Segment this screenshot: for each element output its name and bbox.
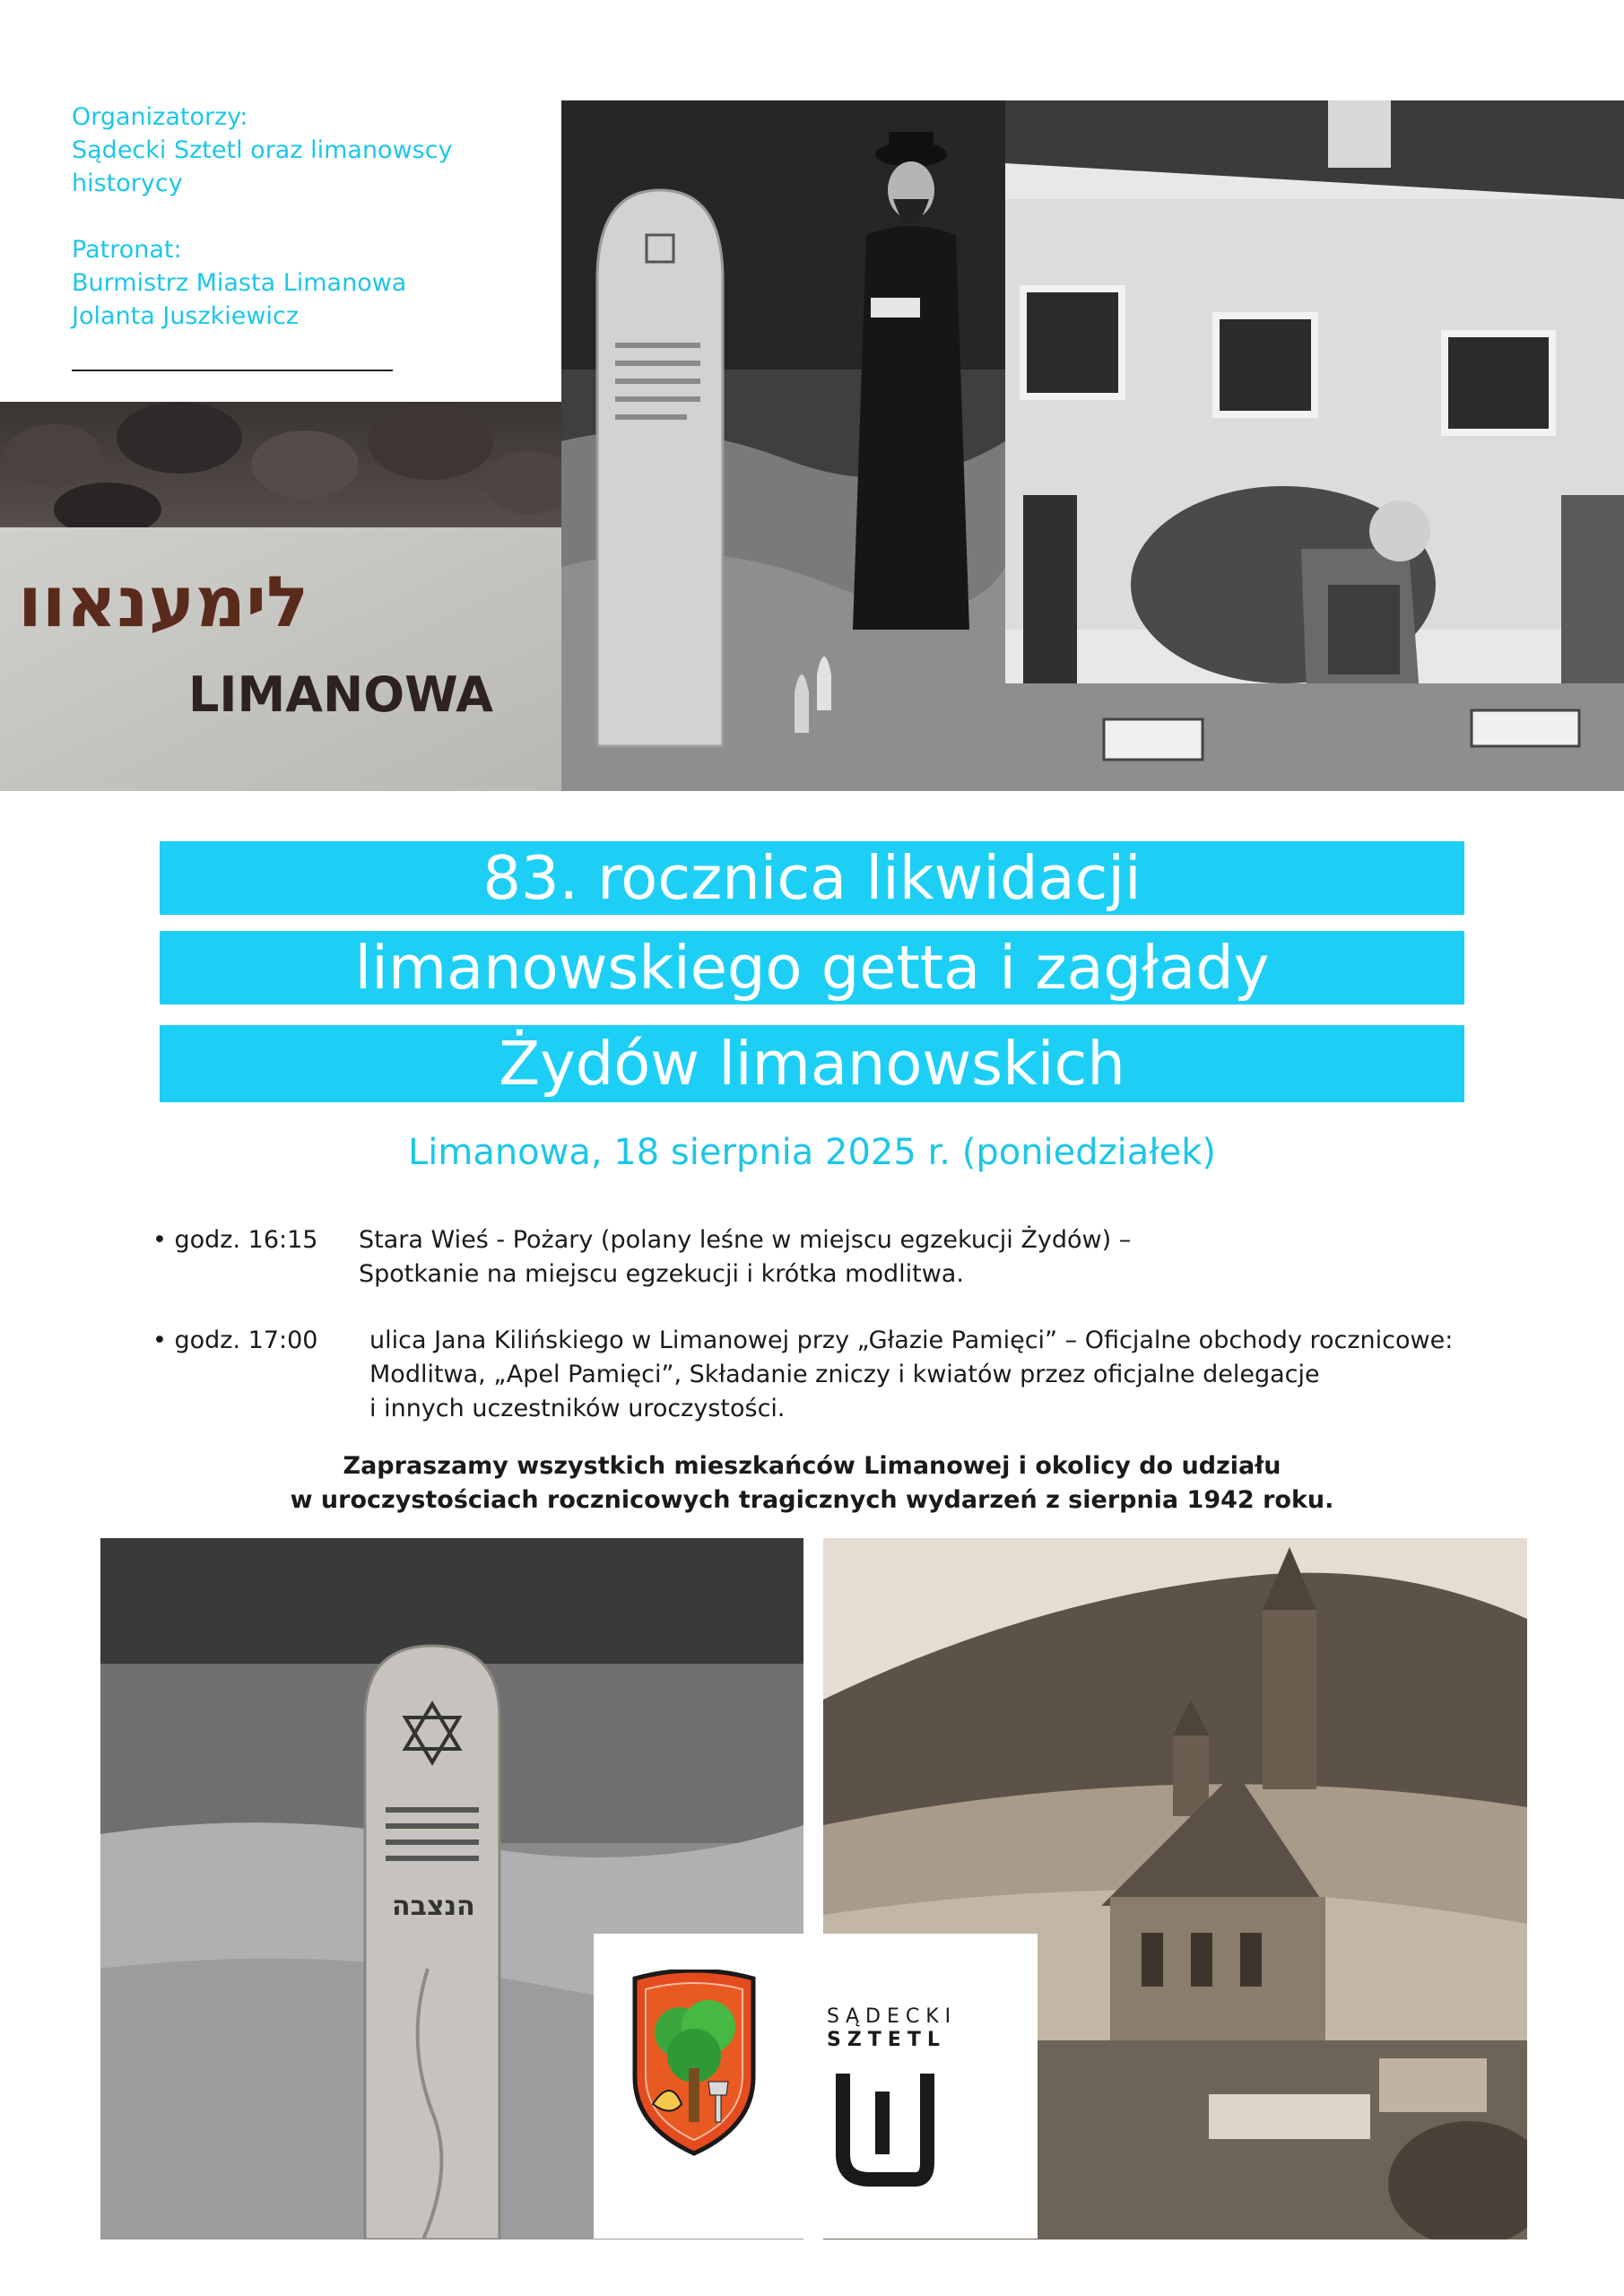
sadecki-sztetl-logo — [827, 2005, 1006, 2190]
schedule-time-2: • godz. 17:00 — [152, 1326, 318, 1354]
organizers-line1: Sądecki Sztetl oraz limanowscy — [72, 136, 453, 164]
sztetl-word-1: SĄDECKI — [827, 2005, 958, 2028]
schedule-desc-2-line3: i innych uczestników uroczystości. — [369, 1395, 786, 1422]
organizers-label: Organizatorzy: — [72, 103, 248, 131]
invite-line-2: w uroczystościach rocznicowych tragicznych wydarzeń z sierpnia 1942 roku. — [290, 1486, 1334, 1514]
sign-latin-text: LIMANOWA — [188, 666, 494, 723]
schedule-desc-2-line1: ulica Jana Kilińskiego w Limanowej przy „Głazie Pamięci” – Oficjalne obchody rocznicowe: — [369, 1326, 1454, 1354]
grave-hebrew-text: הנצבה — [392, 1891, 475, 1922]
shin-letter-icon — [827, 2056, 934, 2190]
photo-limanowa-sign — [0, 402, 561, 791]
schedule-desc-1-line1: Stara Wieś - Pożary (polany leśne w miejscu egzekucji Żydów) – — [359, 1226, 1132, 1254]
title-line-3: Żydów limanowskich — [160, 1025, 1464, 1102]
title-line-2: limanowskiego getta i zagłady — [160, 931, 1464, 1004]
invite-line-1: Zapraszamy wszystkich mieszkańców Limanowej i okolicy do udziału — [343, 1452, 1281, 1480]
photo-cemetery-rabbi — [561, 100, 1005, 791]
patron-label: Patronat: — [72, 236, 182, 264]
organizers-block — [72, 100, 538, 333]
patron-line2: Jolanta Juszkiewicz — [72, 302, 300, 330]
sign-hebrew-text: לימענאוו — [18, 562, 309, 643]
patron-line1: Burmistrz Miasta Limanowa — [72, 269, 407, 297]
organizers-divider — [72, 370, 393, 371]
organizers-line2: historycy — [72, 170, 183, 197]
schedule-time-1: • godz. 16:15 — [152, 1226, 318, 1254]
logos-panel — [594, 1934, 1038, 2239]
schedule-desc-2-line2: Modlitwa, „Apel Pamięci”, Składanie zniczy i kwiatów przez oficjalne delegacje — [369, 1361, 1320, 1388]
sztetl-word-2: SZTETL — [827, 2029, 946, 2051]
title-line-1: 83. rocznica likwidacji — [160, 841, 1464, 915]
schedule-desc-1-line2: Spotkanie na miejscu egzekucji i krótka modlitwa. — [359, 1260, 964, 1288]
event-date: Limanowa, 18 sierpnia 2025 r. (poniedziałek) — [407, 1132, 1217, 1173]
photo-memorial-building — [1005, 100, 1624, 791]
limanowa-coat-of-arms-icon — [626, 1970, 762, 2160]
